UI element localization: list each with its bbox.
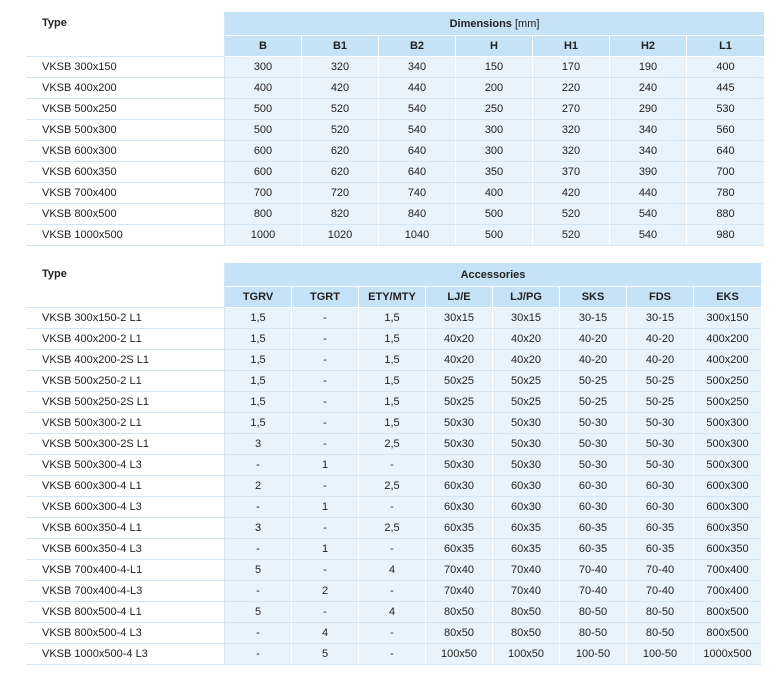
table-row <box>26 623 761 644</box>
value-cell: 100x50 <box>426 644 493 665</box>
value-cell: 40-20 <box>560 329 627 350</box>
column-header: L1 <box>687 36 764 57</box>
value-cell: 1000x500 <box>694 644 761 665</box>
value-cell: 60-35 <box>560 518 627 539</box>
value-cell: - <box>225 455 292 476</box>
column-header: FDS <box>627 287 694 308</box>
table-row <box>26 434 761 455</box>
value-cell: - <box>359 644 426 665</box>
value-cell: 50x25 <box>493 392 560 413</box>
value-cell: 170 <box>533 57 610 78</box>
value-cell: 50-25 <box>560 392 627 413</box>
value-cell: 50-30 <box>627 413 694 434</box>
accessories-table <box>26 263 761 665</box>
row-type-cell: VKSB 400x200-2 L1 <box>26 329 225 350</box>
value-cell: - <box>292 350 359 371</box>
value-cell: 60-30 <box>560 497 627 518</box>
value-cell: 190 <box>610 57 687 78</box>
value-cell: - <box>359 623 426 644</box>
dimensions-group-header <box>225 12 764 36</box>
value-cell: 800x500 <box>694 602 761 623</box>
value-cell: 440 <box>610 183 687 204</box>
value-cell: 80x50 <box>493 623 560 644</box>
value-cell: 400 <box>456 183 533 204</box>
value-cell: 1,5 <box>225 413 292 434</box>
value-cell: 70x40 <box>426 560 493 581</box>
value-cell: 40-20 <box>560 350 627 371</box>
value-cell: 600x350 <box>694 539 761 560</box>
value-cell: 880 <box>687 204 764 225</box>
value-cell: 1,5 <box>359 350 426 371</box>
row-type-cell: VKSB 500x250-2 L1 <box>26 371 225 392</box>
value-cell: 520 <box>533 204 610 225</box>
value-cell: 60x35 <box>493 539 560 560</box>
value-cell: - <box>225 581 292 602</box>
value-cell: 150 <box>456 57 533 78</box>
value-cell: 720 <box>302 183 379 204</box>
value-cell: 320 <box>533 141 610 162</box>
value-cell: 520 <box>302 120 379 141</box>
value-cell: - <box>225 644 292 665</box>
value-cell: 600x300 <box>694 497 761 518</box>
value-cell: 60x30 <box>426 476 493 497</box>
value-cell: 500 <box>225 99 302 120</box>
value-cell: - <box>292 518 359 539</box>
value-cell: 2,5 <box>359 518 426 539</box>
value-cell: 1040 <box>379 225 456 246</box>
table-row <box>26 183 764 204</box>
value-cell: 70-40 <box>560 560 627 581</box>
column-header: LJ/E <box>426 287 493 308</box>
type-header-spacer <box>26 287 225 308</box>
value-cell: 520 <box>302 99 379 120</box>
table-row <box>26 120 764 141</box>
table-row <box>26 455 761 476</box>
value-cell: 340 <box>610 141 687 162</box>
row-type-cell: VKSB 500x300-2 L1 <box>26 413 225 434</box>
table-row <box>26 581 761 602</box>
value-cell: - <box>292 413 359 434</box>
value-cell: 50x30 <box>426 455 493 476</box>
table-row <box>26 78 764 99</box>
value-cell: 40x20 <box>493 329 560 350</box>
row-type-cell: VKSB 1000x500 <box>26 225 225 246</box>
value-cell: 70-40 <box>627 560 694 581</box>
column-header: B2 <box>379 36 456 57</box>
table-row <box>26 308 761 329</box>
row-type-cell: VKSB 500x250 <box>26 99 225 120</box>
value-cell: 300 <box>456 120 533 141</box>
value-cell: 320 <box>302 57 379 78</box>
value-cell: 500x300 <box>694 413 761 434</box>
value-cell: 500x300 <box>694 434 761 455</box>
table-row <box>26 497 761 518</box>
column-header: EKS <box>694 287 761 308</box>
row-type-cell: VKSB 500x300 <box>26 120 225 141</box>
value-cell: 700x400 <box>694 560 761 581</box>
value-cell: 60-30 <box>560 476 627 497</box>
value-cell: 640 <box>379 162 456 183</box>
value-cell: 80-50 <box>560 623 627 644</box>
column-header: SKS <box>560 287 627 308</box>
value-cell: 800 <box>225 204 302 225</box>
value-cell: 620 <box>302 162 379 183</box>
value-cell: 420 <box>533 183 610 204</box>
value-cell: 50-30 <box>627 434 694 455</box>
value-cell: 500x250 <box>694 371 761 392</box>
value-cell: 50x25 <box>426 392 493 413</box>
column-header: TGRT <box>292 287 359 308</box>
value-cell: 1000 <box>225 225 302 246</box>
value-cell: 440 <box>379 78 456 99</box>
value-cell: 540 <box>610 225 687 246</box>
value-cell: - <box>359 455 426 476</box>
row-type-cell: VKSB 600x350-4 L3 <box>26 539 225 560</box>
value-cell: 840 <box>379 204 456 225</box>
value-cell: 50-25 <box>560 371 627 392</box>
value-cell: 820 <box>302 204 379 225</box>
value-cell: 445 <box>687 78 764 99</box>
table-row <box>26 539 761 560</box>
value-cell: 60-30 <box>627 497 694 518</box>
value-cell: 60-30 <box>627 476 694 497</box>
type-header: Type <box>26 12 225 36</box>
value-cell: 370 <box>533 162 610 183</box>
value-cell: 250 <box>456 99 533 120</box>
value-cell: 2,5 <box>359 476 426 497</box>
value-cell: 1 <box>292 497 359 518</box>
value-cell: 1,5 <box>225 308 292 329</box>
value-cell: 740 <box>379 183 456 204</box>
value-cell: - <box>225 623 292 644</box>
value-cell: 70x40 <box>426 581 493 602</box>
value-cell: 1,5 <box>225 392 292 413</box>
value-cell: 60-35 <box>627 539 694 560</box>
row-type-cell: VKSB 400x200 <box>26 78 225 99</box>
row-type-cell: VKSB 400x200-2S L1 <box>26 350 225 371</box>
value-cell: 700 <box>225 183 302 204</box>
value-cell: 80x50 <box>426 623 493 644</box>
value-cell: 50x30 <box>493 434 560 455</box>
value-cell: 60x30 <box>493 476 560 497</box>
value-cell: 5 <box>225 560 292 581</box>
column-header: TGRV <box>225 287 292 308</box>
value-cell: 40x20 <box>426 329 493 350</box>
value-cell: 640 <box>687 141 764 162</box>
value-cell: 400x200 <box>694 329 761 350</box>
value-cell: 400x200 <box>694 350 761 371</box>
value-cell: 50-25 <box>627 392 694 413</box>
value-cell: 500 <box>456 225 533 246</box>
value-cell: - <box>292 560 359 581</box>
value-cell: - <box>292 476 359 497</box>
value-cell: 50-30 <box>560 434 627 455</box>
value-cell: - <box>292 371 359 392</box>
row-type-cell: VKSB 600x300-4 L3 <box>26 497 225 518</box>
value-cell: 50-30 <box>560 413 627 434</box>
value-cell: 800x500 <box>694 623 761 644</box>
type-header-spacer <box>26 36 225 57</box>
table-row <box>26 329 761 350</box>
value-cell: 50x30 <box>493 413 560 434</box>
value-cell: 80-50 <box>627 602 694 623</box>
value-cell: - <box>292 602 359 623</box>
value-cell: 620 <box>302 141 379 162</box>
value-cell: 1,5 <box>225 350 292 371</box>
value-cell: 60x35 <box>426 518 493 539</box>
value-cell: 640 <box>379 141 456 162</box>
value-cell: 2 <box>225 476 292 497</box>
value-cell: 600 <box>225 141 302 162</box>
value-cell: 320 <box>533 120 610 141</box>
value-cell: 350 <box>456 162 533 183</box>
value-cell: 50x25 <box>426 371 493 392</box>
value-cell: 780 <box>687 183 764 204</box>
value-cell: 220 <box>533 78 610 99</box>
row-type-cell: VKSB 600x300 <box>26 141 225 162</box>
table-row <box>26 350 761 371</box>
value-cell: - <box>225 497 292 518</box>
value-cell: 30x15 <box>493 308 560 329</box>
value-cell: 100-50 <box>560 644 627 665</box>
value-cell: 50x25 <box>493 371 560 392</box>
column-header: H1 <box>533 36 610 57</box>
table-row <box>26 162 764 183</box>
value-cell: 540 <box>379 120 456 141</box>
value-cell: 390 <box>610 162 687 183</box>
column-header: H2 <box>610 36 687 57</box>
row-type-cell: VKSB 1000x500-4 L3 <box>26 644 225 665</box>
row-type-cell: VKSB 800x500 <box>26 204 225 225</box>
value-cell: 530 <box>687 99 764 120</box>
value-cell: - <box>359 539 426 560</box>
value-cell: 60x35 <box>493 518 560 539</box>
value-cell: - <box>359 581 426 602</box>
value-cell: 540 <box>610 204 687 225</box>
value-cell: 2,5 <box>359 434 426 455</box>
value-cell: - <box>292 329 359 350</box>
table-row <box>26 99 764 120</box>
value-cell: 4 <box>359 560 426 581</box>
value-cell: 700x400 <box>694 581 761 602</box>
value-cell: 60x35 <box>426 539 493 560</box>
value-cell: 70-40 <box>560 581 627 602</box>
table-row <box>26 204 764 225</box>
value-cell: 40-20 <box>627 329 694 350</box>
column-header: H <box>456 36 533 57</box>
value-cell: 1,5 <box>359 392 426 413</box>
row-type-cell: VKSB 800x500-4 L3 <box>26 623 225 644</box>
value-cell: 1,5 <box>225 329 292 350</box>
value-cell: 4 <box>292 623 359 644</box>
row-type-cell: VKSB 300x150-2 L1 <box>26 308 225 329</box>
value-cell: 300 <box>456 141 533 162</box>
value-cell: 540 <box>379 99 456 120</box>
value-cell: 100x50 <box>493 644 560 665</box>
value-cell: 300 <box>225 57 302 78</box>
table-row <box>26 371 761 392</box>
value-cell: 500x300 <box>694 455 761 476</box>
value-cell: 5 <box>292 644 359 665</box>
row-type-cell: VKSB 700x400-4-L3 <box>26 581 225 602</box>
value-cell: 1,5 <box>359 308 426 329</box>
value-cell: 1,5 <box>359 371 426 392</box>
value-cell: 50-30 <box>627 455 694 476</box>
dimensions-table <box>26 12 764 246</box>
row-type-cell: VKSB 600x350-4 L1 <box>26 518 225 539</box>
value-cell: 50x30 <box>426 434 493 455</box>
value-cell: 560 <box>687 120 764 141</box>
value-cell: 100-50 <box>627 644 694 665</box>
value-cell: 80x50 <box>493 602 560 623</box>
value-cell: 60-35 <box>560 539 627 560</box>
value-cell: 60-35 <box>627 518 694 539</box>
value-cell: 600 <box>225 162 302 183</box>
value-cell: 200 <box>456 78 533 99</box>
value-cell: 500 <box>225 120 302 141</box>
column-header: ETY/MTY <box>359 287 426 308</box>
value-cell: 70x40 <box>493 581 560 602</box>
column-header: LJ/PG <box>493 287 560 308</box>
value-cell: 60x30 <box>426 497 493 518</box>
column-header: B1 <box>302 36 379 57</box>
dimensions-unit: [mm] <box>514 17 540 30</box>
row-type-cell: VKSB 500x300-2S L1 <box>26 434 225 455</box>
value-cell: - <box>292 434 359 455</box>
value-cell: 3 <box>225 434 292 455</box>
value-cell: 30-15 <box>560 308 627 329</box>
value-cell: - <box>292 392 359 413</box>
value-cell: 1,5 <box>359 413 426 434</box>
value-cell: 340 <box>610 120 687 141</box>
value-cell: 700 <box>687 162 764 183</box>
value-cell: 1 <box>292 539 359 560</box>
value-cell: 290 <box>610 99 687 120</box>
value-cell: - <box>359 497 426 518</box>
row-type-cell: VKSB 500x300-4 L3 <box>26 455 225 476</box>
value-cell: 80-50 <box>627 623 694 644</box>
row-type-cell: VKSB 700x400 <box>26 183 225 204</box>
value-cell: 400 <box>687 57 764 78</box>
value-cell: 40x20 <box>426 350 493 371</box>
value-cell: 1,5 <box>225 371 292 392</box>
value-cell: - <box>225 539 292 560</box>
table-row <box>26 476 761 497</box>
value-cell: 50-25 <box>627 371 694 392</box>
table-row <box>26 560 761 581</box>
dimensions-title: Dimensions <box>449 17 512 30</box>
value-cell: 40x20 <box>493 350 560 371</box>
table-row <box>26 57 764 78</box>
value-cell: 50x30 <box>493 455 560 476</box>
value-cell: 2 <box>292 581 359 602</box>
row-type-cell: VKSB 800x500-4 L1 <box>26 602 225 623</box>
value-cell: 300x150 <box>694 308 761 329</box>
row-type-cell: VKSB 600x300-4 L1 <box>26 476 225 497</box>
table-row <box>26 225 764 246</box>
value-cell: 500x250 <box>694 392 761 413</box>
accessories-group-header: Accessories <box>225 263 761 287</box>
row-type-cell: VKSB 300x150 <box>26 57 225 78</box>
value-cell: 980 <box>687 225 764 246</box>
table-row <box>26 141 764 162</box>
type-header: Type <box>26 263 225 287</box>
value-cell: 60x30 <box>493 497 560 518</box>
row-type-cell: VKSB 500x250-2S L1 <box>26 392 225 413</box>
value-cell: 240 <box>610 78 687 99</box>
table-row <box>26 644 761 665</box>
row-type-cell: VKSB 600x350 <box>26 162 225 183</box>
row-type-cell: VKSB 700x400-4-L1 <box>26 560 225 581</box>
table-row <box>26 602 761 623</box>
value-cell: 30-15 <box>627 308 694 329</box>
value-cell: 5 <box>225 602 292 623</box>
value-cell: - <box>292 308 359 329</box>
value-cell: 600x350 <box>694 518 761 539</box>
value-cell: 1 <box>292 455 359 476</box>
table-row <box>26 392 761 413</box>
table-row <box>26 518 761 539</box>
value-cell: 4 <box>359 602 426 623</box>
table-row <box>26 413 761 434</box>
value-cell: 3 <box>225 518 292 539</box>
column-header: B <box>225 36 302 57</box>
value-cell: 600x300 <box>694 476 761 497</box>
value-cell: 1,5 <box>359 329 426 350</box>
value-cell: 1020 <box>302 225 379 246</box>
value-cell: 70x40 <box>493 560 560 581</box>
value-cell: 80x50 <box>426 602 493 623</box>
value-cell: 80-50 <box>560 602 627 623</box>
value-cell: 50-30 <box>560 455 627 476</box>
value-cell: 70-40 <box>627 581 694 602</box>
value-cell: 340 <box>379 57 456 78</box>
value-cell: 500 <box>456 204 533 225</box>
value-cell: 30x15 <box>426 308 493 329</box>
value-cell: 270 <box>533 99 610 120</box>
value-cell: 520 <box>533 225 610 246</box>
value-cell: 40-20 <box>627 350 694 371</box>
value-cell: 420 <box>302 78 379 99</box>
value-cell: 50x30 <box>426 413 493 434</box>
value-cell: 400 <box>225 78 302 99</box>
